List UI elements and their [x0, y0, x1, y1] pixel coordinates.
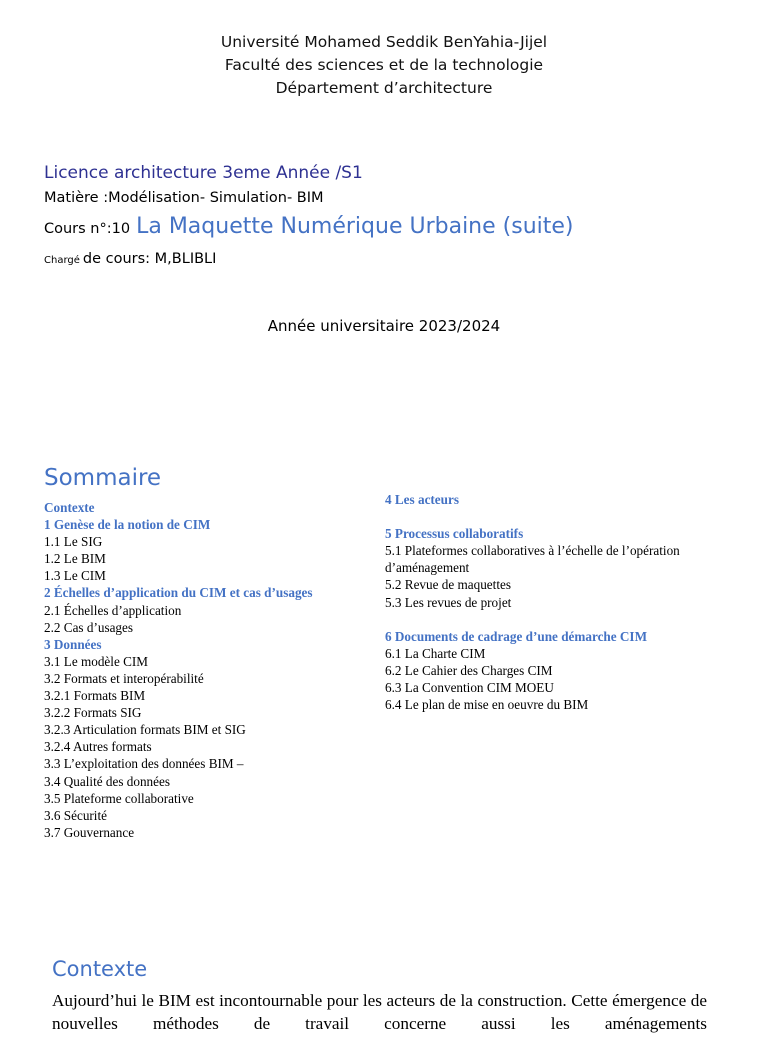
context-paragraph: Aujourd’hui le BIM est incontournable pour les acteurs de la construction. Cette émergence de nouvelles méthodes de travail concerne aussi les aménagements — [52, 991, 707, 1033]
toc-entry: 5.1 Plateformes collaboratives à l’échelle de l’opération d’aménagement — [385, 543, 680, 576]
toc-entry: 3.2.4 Autres formats — [44, 739, 152, 755]
toc-entry: 3.3 L’exploitation des données BIM – — [44, 756, 244, 772]
department-name: Département d’architecture — [275, 79, 493, 97]
context-title: Contexte — [52, 957, 148, 981]
toc-entry: 3.4 Qualité des données — [44, 773, 170, 789]
toc-right-column — [385, 491, 730, 713]
toc-entry: 1.3 Le CIM — [44, 568, 106, 584]
university-name: Université Mohamed Seddik BenYahia-Jijel — [220, 33, 548, 51]
toc-entry: 6.3 La Convention CIM MOEU — [385, 680, 554, 696]
toc-entry: 5.2 Revue de maquettes — [385, 577, 511, 593]
toc-section-heading: 2 Échelles d’application du CIM et cas d’usages — [44, 585, 313, 601]
lecturer-label-small: Chargé — [44, 255, 80, 266]
toc-entry: 3.5 Plateforme collaborative — [44, 790, 194, 806]
toc-entry: 3.6 Sécurité — [44, 807, 107, 823]
toc-entry: 3.2.3 Articulation formats BIM et SIG — [44, 722, 246, 738]
toc-section-heading: 5 Processus collaboratifs — [385, 526, 524, 542]
toc-spacer — [385, 611, 730, 628]
toc-entry: 6.1 La Charte CIM — [385, 645, 486, 661]
faculty-name: Faculté des sciences et de la technologie — [224, 56, 544, 74]
toc-entry: 3.1 Le modèle CIM — [44, 653, 149, 669]
program-title: Licence architecture 3eme Année /S1 — [44, 163, 363, 183]
toc-entry: 6.4 Le plan de mise en oeuvre du BIM — [385, 697, 589, 713]
toc-section-heading: 4 Les acteurs — [385, 492, 459, 507]
toc-entry: 3.7 Gouvernance — [44, 824, 135, 840]
toc-left-column — [44, 499, 374, 841]
toc-section-heading: 6 Documents de cadrage d’une démarche CIM — [385, 628, 648, 644]
course-number: Cours n°:10 — [44, 221, 131, 237]
lecturer-name: de cours: M,BLIBLI — [82, 251, 217, 267]
toc-entry: 3.2 Formats et interopérabilité — [44, 670, 204, 686]
toc-entry: 5.3 Les revues de projet — [385, 594, 512, 610]
toc-entry: 6.2 Le Cahier des Charges CIM — [385, 662, 553, 678]
toc-section-heading: 3 Données — [44, 636, 102, 652]
toc-entry: 1.2 Le BIM — [44, 551, 106, 567]
toc-section-heading: Contexte — [44, 500, 95, 515]
toc-spacer — [385, 508, 730, 525]
toc-entry: 3.2.2 Formats SIG — [44, 705, 142, 721]
academic-year: Année universitaire 2023/2024 — [267, 317, 501, 335]
toc-section-heading: 1 Genèse de la notion de CIM — [44, 517, 211, 533]
toc-title: Sommaire — [44, 465, 162, 491]
course-title: La Maquette Numérique Urbaine (suite) — [136, 214, 574, 239]
lecturer-line — [44, 248, 216, 267]
toc-entry: 1.1 Le SIG — [44, 534, 103, 550]
toc-entry: 3.2.1 Formats BIM — [44, 688, 146, 704]
toc-entry: 2.2 Cas d’usages — [44, 619, 134, 635]
course-heading — [44, 214, 574, 239]
subject-line: Matière :Modélisation- Simulation- BIM — [44, 190, 324, 206]
toc-entry: 2.1 Échelles d’application — [44, 602, 182, 618]
